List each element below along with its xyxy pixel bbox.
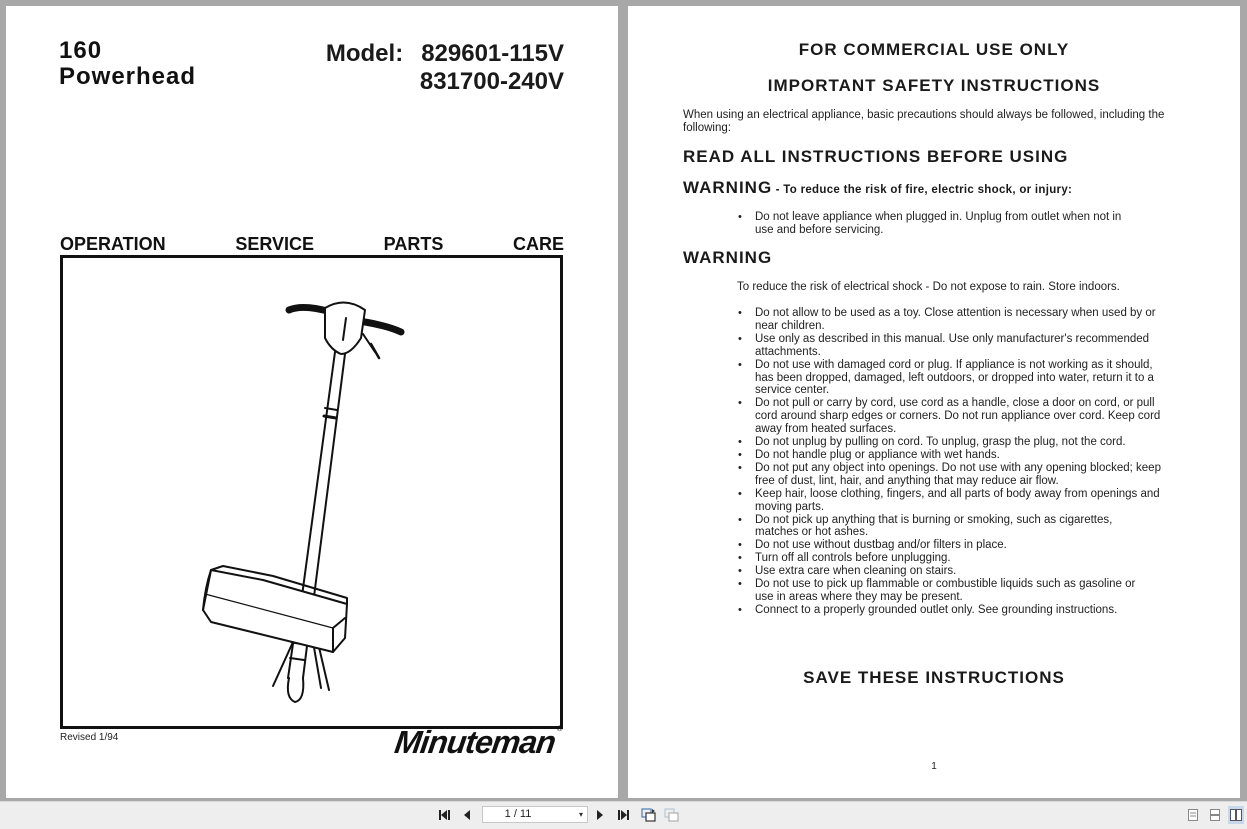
list-item: • Do not allow to be used as a toy. Close attention is necessary when used by or near children. (738, 307, 1178, 333)
warning-2-subtext: To reduce the risk of electrical shock - Do not expose to rain. Store indoors. (737, 281, 1120, 293)
heading-save-instructions: SAVE THESE INSTRUCTIONS (803, 668, 1065, 687)
model-label: Model: (325, 40, 404, 67)
revision-date: Revised 1/94 (60, 732, 119, 743)
list-item: • Do not pull or carry by cord, use cord as a handle, close a door on cord, or pull cord around sharp edges or corners. Do not run appliance over cord. Keep cord away from heated surfaces. (738, 397, 1178, 436)
warning-1-list (738, 211, 1138, 237)
last-page-icon (616, 809, 630, 821)
warning-label: WARNING (683, 178, 773, 197)
warning-subtext: - To reduce the risk of fire, electric shock, or injury: (772, 184, 1073, 196)
first-page-button[interactable] (437, 806, 453, 824)
heading-safety-instructions: IMPORTANT SAFETY INSTRUCTIONS (767, 76, 1101, 95)
warning-heading-1 (683, 178, 1072, 198)
view-continuous-button[interactable] (1208, 806, 1222, 824)
continuous-page-icon (1209, 808, 1221, 822)
list-item: • Do not pick up anything that is burning or smoking, such as cigarettes, matches or hot ashes. (738, 514, 1155, 540)
page-indicator: 1 / 11 (504, 808, 532, 820)
model-number-240v: 831700-240V (419, 68, 564, 95)
manual-sections (60, 234, 564, 255)
product-title (59, 38, 196, 90)
logo-text: Minuteman (392, 724, 558, 760)
previous-view-button[interactable] (640, 806, 658, 824)
next-view-icon (664, 807, 680, 823)
warning-heading-2: WARNING (683, 248, 773, 267)
chevron-down-icon: ▾ (578, 810, 583, 819)
product-number: 160 (59, 37, 103, 64)
list-item: • Do not use to pick up flammable or combustible liquids such as gasoline or use in areas where they may be present. (738, 578, 1155, 604)
model-numbers (326, 40, 564, 96)
heading-commercial-use: FOR COMMERCIAL USE ONLY (798, 40, 1070, 59)
model-number-115v: 829601-115V (421, 40, 564, 67)
page-number-select[interactable] (482, 806, 588, 823)
list-item: • Use only as described in this manual. Use only manufacturer's recommended attachments. (738, 333, 1178, 359)
next-page-icon (595, 809, 605, 821)
section-care: CARE (512, 234, 564, 254)
warning-2-list (738, 307, 1178, 617)
list-item: • Do not handle plug or appliance with wet hands. (738, 449, 1178, 462)
powerhead-illustration (63, 258, 560, 726)
product-name: Powerhead (59, 63, 197, 90)
list-item: • Do not leave appliance when plugged in. Unplug from outlet when not in use and before servicing. (738, 211, 1138, 237)
next-view-button[interactable] (663, 806, 681, 824)
illustration-frame (60, 255, 563, 729)
single-page-icon (1187, 808, 1199, 822)
next-page-button[interactable] (593, 806, 607, 824)
minuteman-logo (393, 724, 563, 761)
last-page-button[interactable] (615, 806, 631, 824)
section-operation: OPERATION (60, 234, 166, 254)
intro-paragraph: When using an electrical appliance, basic precautions should always be followed, including the following: (683, 109, 1165, 134)
section-service: SERVICE (235, 234, 315, 254)
view-single-page-button[interactable] (1186, 806, 1200, 824)
first-page-icon (438, 809, 452, 821)
heading-read-all: READ ALL INSTRUCTIONS BEFORE USING (683, 147, 1069, 166)
list-item: • Use extra care when cleaning on stairs. (738, 565, 1178, 578)
section-parts: PARTS (383, 234, 444, 254)
view-two-page-button[interactable] (1228, 806, 1244, 824)
page-number: 1 (931, 761, 937, 772)
previous-view-icon (641, 807, 657, 823)
previous-page-button[interactable] (460, 806, 474, 824)
list-item: • Do not use without dustbag and/or filters in place. (738, 539, 1178, 552)
viewer-toolbar (0, 801, 1247, 829)
list-item: • Connect to a properly grounded outlet only. See grounding instructions. (738, 604, 1178, 617)
list-item: • Turn off all controls before unplugging. (738, 552, 1178, 565)
document-page-cover (6, 6, 618, 798)
list-item: • Do not unplug by pulling on cord. To unplug, grasp the plug, not the cord. (738, 436, 1178, 449)
list-item: • Do not put any object into openings. Do not use with any opening blocked; keep free of dust, lint, hair, and anything that may reduce air flow. (738, 462, 1178, 488)
registered-mark: ® (556, 724, 563, 733)
list-item: • Keep hair, loose clothing, fingers, and all parts of body away from openings and moving parts. (738, 488, 1178, 514)
document-page-safety (628, 6, 1240, 798)
two-page-icon (1229, 808, 1243, 822)
list-item: • Do not use with damaged cord or plug. If appliance is not working as it should, has been dropped, damaged, left outdoors, or dropped into water, return it to a service center. (738, 359, 1155, 398)
previous-page-icon (462, 809, 472, 821)
